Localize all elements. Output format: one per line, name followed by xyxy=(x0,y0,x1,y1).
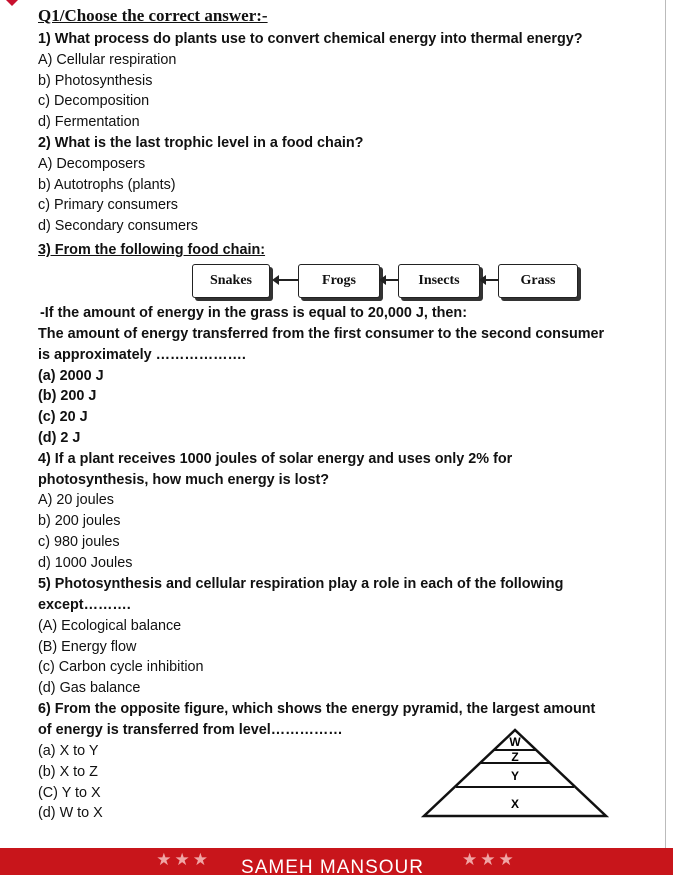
q6-option-a: (a) X to Y xyxy=(38,743,99,759)
page-title: Q1/Choose the correct answer:- xyxy=(38,6,268,25)
corner-mark xyxy=(6,0,18,6)
q1-option-d: d) Fermentation xyxy=(38,114,140,130)
chain-label: Frogs xyxy=(322,273,356,288)
pyramid-level-z: Z xyxy=(511,750,519,764)
pyramid-level-x: X xyxy=(510,797,520,811)
q5-option-b: (B) Energy flow xyxy=(38,639,137,655)
chain-arrow xyxy=(485,279,498,281)
chain-box-snakes xyxy=(192,264,270,298)
q3-question-line-1: The amount of energy transferred from the first consumer to the second consumer xyxy=(38,326,605,342)
star-icon: ★★★ xyxy=(461,849,517,869)
q4-question-line-2: photosynthesis, how much energy is lost? xyxy=(38,472,330,488)
q6-question-line-1: 6) From the opposite figure, which shows the energy pyramid, the largest amount xyxy=(38,701,596,717)
q1-option-c: c) Decomposition xyxy=(38,93,150,109)
q4-question-line-1: 4) If a plant receives 1000 joules of solar energy and uses only 2% for xyxy=(38,451,513,467)
q5-option-a: (A) Ecological balance xyxy=(38,618,182,634)
q1-option-a: A) Cellular respiration xyxy=(38,52,177,68)
q5-option-d: (d) Gas balance xyxy=(38,680,141,696)
q5-question-line-2: except………. xyxy=(38,597,131,613)
q6-option-d: (d) W to X xyxy=(38,805,103,821)
chain-box-insects xyxy=(398,264,480,298)
q4-option-b: b) 200 joules xyxy=(38,513,121,529)
q5-option-c: (c) Carbon cycle inhibition xyxy=(38,659,204,675)
q2-option-a: A) Decomposers xyxy=(38,156,146,172)
q5-question-line-1: 5) Photosynthesis and cellular respiration play a role in each of the following xyxy=(38,576,564,592)
q6-question-line-2: of energy is transferred from level…………… xyxy=(38,722,343,738)
q3-option-d: (d) 2 J xyxy=(38,430,81,446)
q2-option-d: d) Secondary consumers xyxy=(38,218,198,234)
pyramid-level-y: Y xyxy=(510,769,520,783)
q1-option-b: b) Photosynthesis xyxy=(38,73,153,89)
q3-condition: -If the amount of energy in the grass is equal to 20,000 J, then: xyxy=(40,305,468,321)
q4-option-a: A) 20 joules xyxy=(38,492,114,508)
q2-option-c: c) Primary consumers xyxy=(38,197,178,213)
q3-option-a: (a) 2000 J xyxy=(38,368,104,384)
q3-option-b: (b) 200 J xyxy=(38,388,97,404)
chain-label: Insects xyxy=(418,273,460,288)
chain-arrow xyxy=(385,279,398,281)
star-icon: ★★★ xyxy=(156,849,212,869)
chain-arrow xyxy=(278,279,298,281)
author-name: SAMEH MANSOUR xyxy=(241,856,424,875)
chain-box-grass xyxy=(498,264,578,298)
pyramid-level-w: W xyxy=(509,735,521,749)
q4-option-c: c) 980 joules xyxy=(38,534,120,550)
chain-label: Grass xyxy=(520,273,556,288)
q2-option-b: b) Autotrophs (plants) xyxy=(38,177,176,193)
chain-box-frogs xyxy=(298,264,380,298)
q4-option-d: d) 1000 Joules xyxy=(38,555,133,571)
question-2: 2) What is the last trophic level in a food chain? xyxy=(38,135,364,151)
q6-option-c: (C) Y to X xyxy=(38,785,101,801)
footer-banner xyxy=(0,848,673,875)
chain-label: Snakes xyxy=(209,273,253,288)
question-3-heading: 3) From the following food chain: xyxy=(38,242,266,258)
q6-option-b: (b) X to Z xyxy=(38,764,98,780)
q3-question-line-2: is approximately ………………. xyxy=(38,347,246,363)
question-1: 1) What process do plants use to convert chemical energy into thermal energy? xyxy=(38,31,583,47)
energy-pyramid xyxy=(420,728,610,820)
page-border xyxy=(665,0,666,848)
q3-option-c: (c) 20 J xyxy=(38,409,88,425)
